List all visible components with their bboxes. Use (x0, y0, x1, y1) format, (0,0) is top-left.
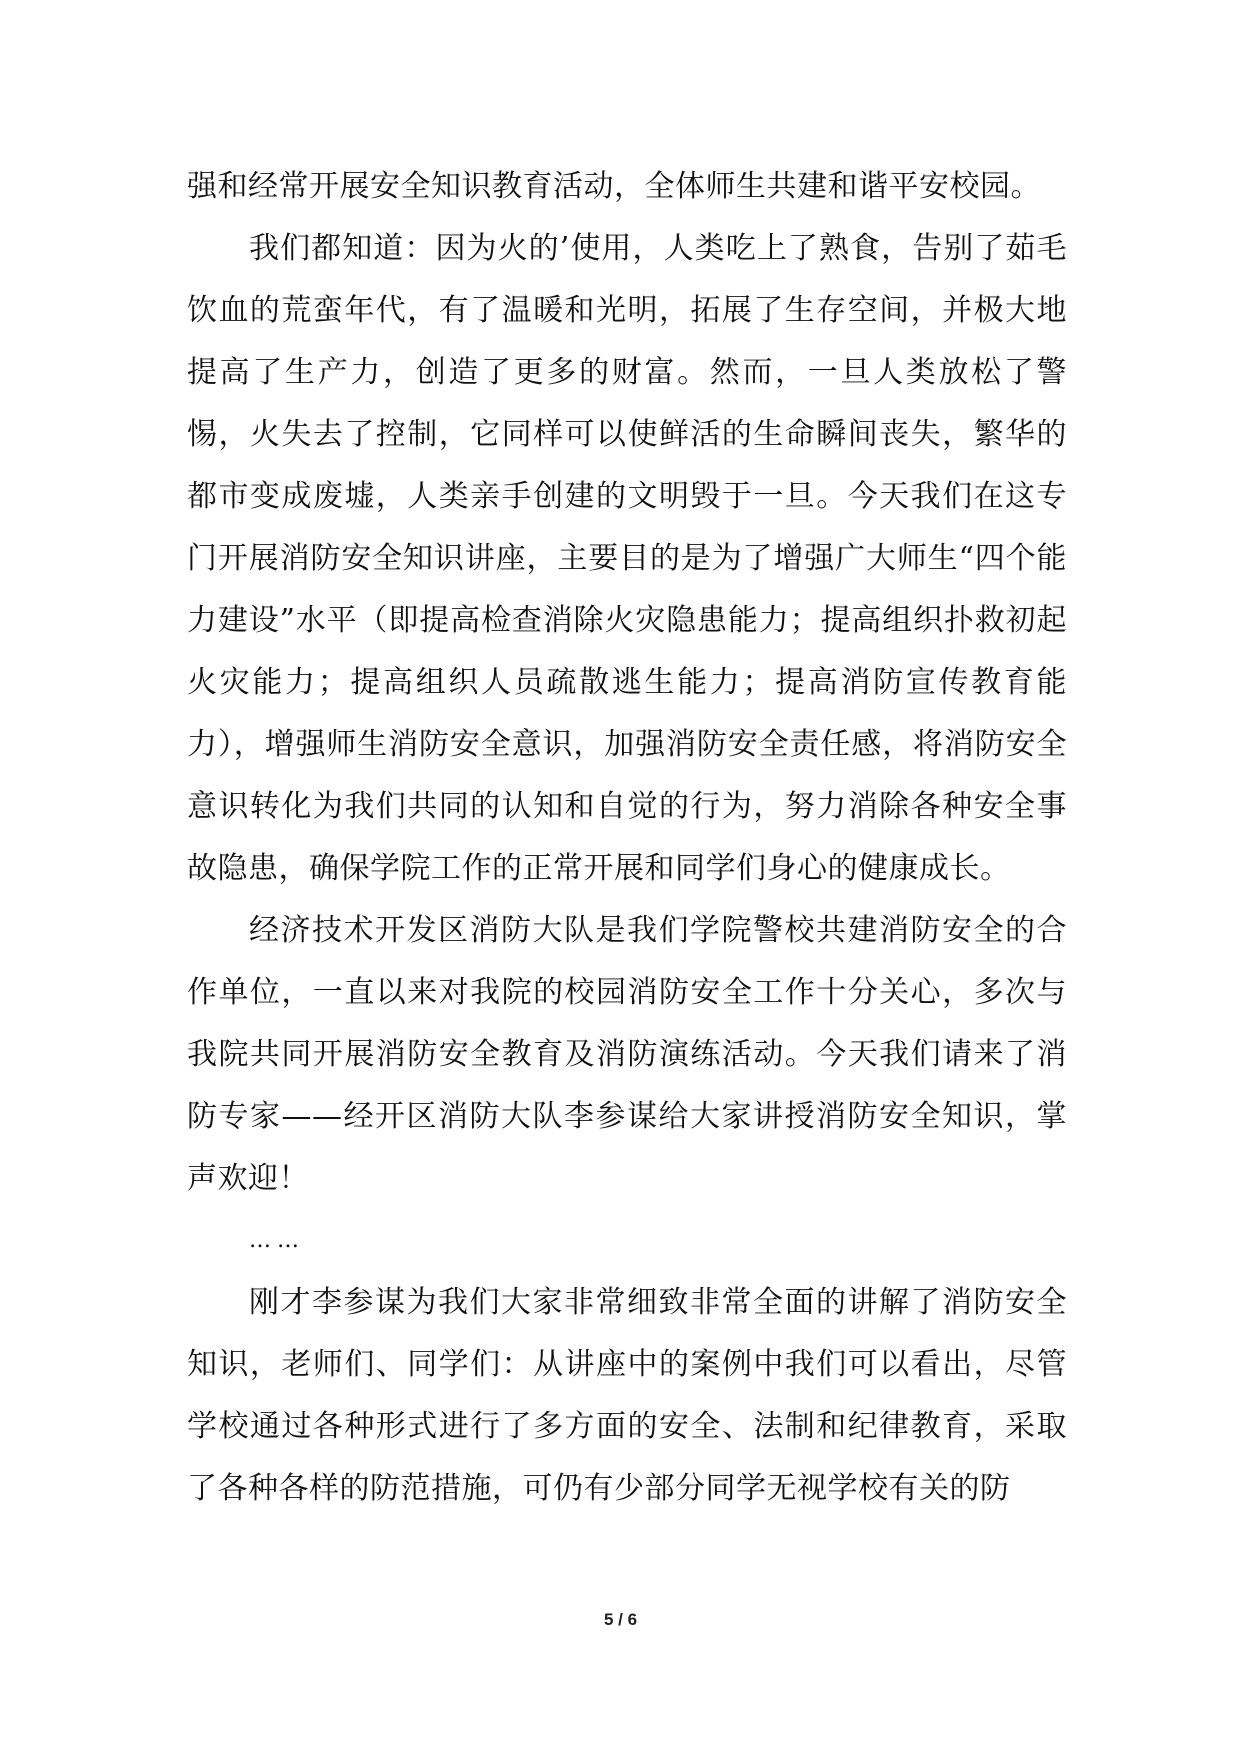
paragraph-fire-brigade: 经济技术开发区消防大队是我们学院警校共建消防安全的合作单位，一直以来对我院的校园消防安全工作十分关心，多次与我院共同开展消防安全教育及消防演练活动。今天我们请来了消防专家——经开区消防大队李参谋给大家讲授消防安全知识，掌声欢迎！ (187, 913, 1067, 1196)
paragraph-ellipsis: …… (249, 1228, 305, 1253)
document-body (187, 156, 1067, 1520)
page-number: 5 / 6 (603, 1610, 638, 1629)
paragraph-after-lecture: 刚才李参谋为我们大家非常细致非常全面的讲解了消防安全知识，老师们、同学们：从讲座中的案例中我们可以看出，尽管学校通过各种形式进行了多方面的安全、法制和纪律教育，采取了各种各样的防范措施，可仍有少部分同学无视学校有关的防 (187, 1285, 1067, 1506)
paragraph-continuation: 强和经常开展安全知识教育活动，全体师生共建和谐平安校园。 (187, 169, 1041, 204)
paragraph-fire-history: 我们都知道：因为火的’使用，人类吃上了熟食，告别了茹毛饮血的荒蛮年代，有了温暖和光明，拓展了生存空间，并极大地提高了生产力，创造了更多的财富。然而，一旦人类放松了警惕，火失去了控制，它同样可以使鲜活的生命瞬间丧失，繁华的都市变成废墟，人类亲手创建的文明毁于一旦。今天我们在这专门开展消防安全知识讲座，主要目的是为了增强广大师生“四个能力建设”水平（即提高检查消除火灾隐患能力；提高组织扑救初起火灾能力；提高组织人员疏散逃生能力；提高消防宣传教育能力），增强师生消防安全意识，加强消防安全责任感，将消防安全意识转化为我们共同的认知和自觉的行为，努力消除各种安全事故隐患，确保学院工作的正常开展和同学们身心的健康成长。 (187, 231, 1067, 886)
